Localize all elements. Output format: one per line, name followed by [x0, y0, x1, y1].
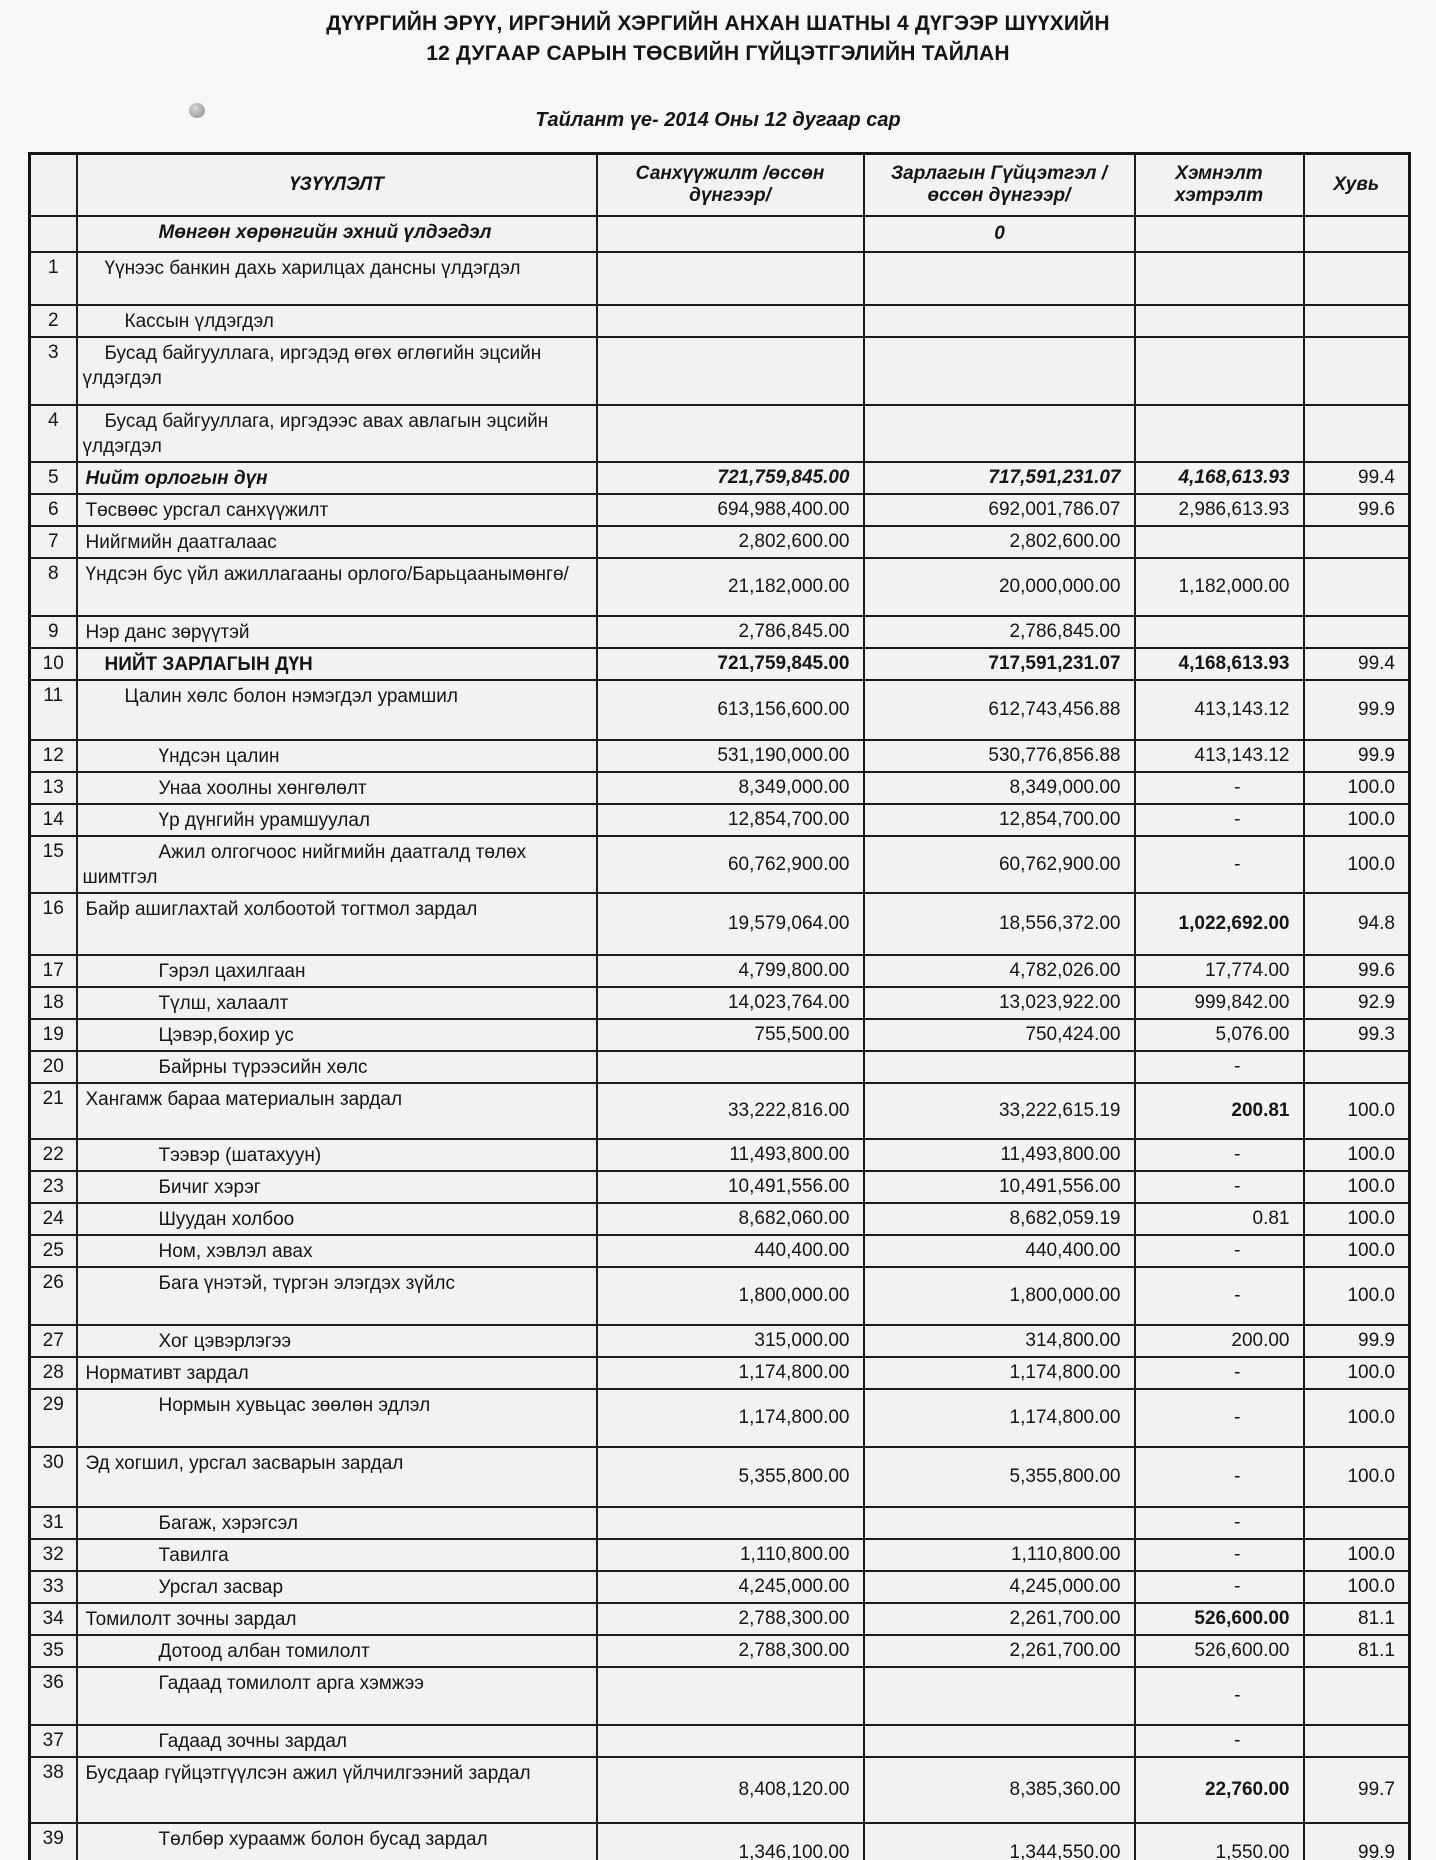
table-row — [30, 1083, 1410, 1139]
row-label: Цалин хөлс болон нэмэгдэл урамшил — [77, 680, 597, 740]
table-row — [30, 955, 1410, 987]
expenditure-value: 0 — [864, 216, 1135, 252]
expenditure-value — [864, 405, 1135, 462]
row-num: 1 — [30, 252, 77, 305]
financing-value: 2,802,600.00 — [597, 526, 864, 558]
financing-value: 1,800,000.00 — [597, 1267, 864, 1325]
row-label: Нийгмийн даатгалаас — [77, 526, 597, 558]
financing-value: 60,762,900.00 — [597, 836, 864, 893]
percent-value: 99.9 — [1304, 1325, 1410, 1357]
financing-value: 4,245,000.00 — [597, 1571, 864, 1603]
financing-value: 8,408,120.00 — [597, 1757, 864, 1823]
saving-value: - — [1135, 1667, 1304, 1725]
table-row — [30, 462, 1410, 494]
saving-value: - — [1135, 1539, 1304, 1571]
percent-value — [1304, 558, 1410, 616]
saving-value: 413,143.12 — [1135, 680, 1304, 740]
row-label: Бусад байгууллага, иргэдээс авах авлагын эцсийн үлдэгдэл — [77, 405, 597, 462]
table-row — [30, 740, 1410, 772]
percent-value: 100.0 — [1304, 1139, 1410, 1171]
table-row — [30, 1389, 1410, 1447]
saving-value: 1,182,000.00 — [1135, 558, 1304, 616]
report-period: Тайлант үе- 2014 Оны 12 дугаар сар — [535, 109, 901, 131]
expenditure-value: 13,023,922.00 — [864, 987, 1135, 1019]
percent-value — [1304, 405, 1410, 462]
percent-value: 99.6 — [1304, 494, 1410, 526]
percent-value — [1304, 616, 1410, 648]
saving-value: - — [1135, 1357, 1304, 1389]
expenditure-value: 11,493,800.00 — [864, 1139, 1135, 1171]
percent-value: 81.1 — [1304, 1635, 1410, 1667]
expenditure-value — [864, 1051, 1135, 1083]
percent-value: 99.7 — [1304, 1757, 1410, 1823]
row-label: Үүнээс банкин дахь харилцах дансны үлдэгдэл — [77, 252, 597, 305]
expenditure-value: 60,762,900.00 — [864, 836, 1135, 893]
financing-value: 531,190,000.00 — [597, 740, 864, 772]
percent-value — [1304, 1725, 1410, 1757]
financing-value: 8,349,000.00 — [597, 772, 864, 804]
percent-value: 99.9 — [1304, 740, 1410, 772]
row-num: 12 — [30, 740, 77, 772]
table-row — [30, 1603, 1410, 1635]
row-num: 15 — [30, 836, 77, 893]
row-label: Төлбөр хураамж болон бусад зардал — [77, 1823, 597, 1860]
row-num: 8 — [30, 558, 77, 616]
row-label: Багаж, хэрэгсэл — [77, 1507, 597, 1539]
row-num: 23 — [30, 1171, 77, 1203]
row-label: Гадаад зочны зардал — [77, 1725, 597, 1757]
saving-value: 0.81 — [1135, 1203, 1304, 1235]
financing-value: 1,346,100.00 — [597, 1823, 864, 1860]
table-row — [30, 1571, 1410, 1603]
row-num: 3 — [30, 337, 77, 405]
row-num: 33 — [30, 1571, 77, 1603]
saving-value: 2,986,613.93 — [1135, 494, 1304, 526]
expenditure-value: 2,261,700.00 — [864, 1635, 1135, 1667]
col-header-expenditure: Зарлагын Гүйцэтгэл /өссөн дүнгээр/ — [864, 154, 1135, 217]
expenditure-value — [864, 252, 1135, 305]
percent-value: 100.0 — [1304, 1267, 1410, 1325]
saving-value — [1135, 526, 1304, 558]
col-header-financing: Санхүүжилт /өссөн дүнгээр/ — [597, 154, 864, 217]
row-num: 14 — [30, 804, 77, 836]
expenditure-value: 1,174,800.00 — [864, 1357, 1135, 1389]
row-num: 26 — [30, 1267, 77, 1325]
table-row — [30, 893, 1410, 955]
row-num: 32 — [30, 1539, 77, 1571]
table-row — [30, 1823, 1410, 1860]
saving-value: 22,760.00 — [1135, 1757, 1304, 1823]
financing-value — [597, 337, 864, 405]
financing-value: 694,988,400.00 — [597, 494, 864, 526]
expenditure-value: 4,245,000.00 — [864, 1571, 1135, 1603]
row-label: Гэрэл цахилгаан — [77, 955, 597, 987]
row-label: Байр ашиглахтай холбоотой тогтмол зардал — [77, 893, 597, 955]
col-header-num — [30, 154, 77, 217]
row-label: Гадаад томилолт арга хэмжээ — [77, 1667, 597, 1725]
saving-value: - — [1135, 1171, 1304, 1203]
saving-value: 526,600.00 — [1135, 1635, 1304, 1667]
saving-value: 5,076.00 — [1135, 1019, 1304, 1051]
row-label: Байрны түрээсийн хөлс — [77, 1051, 597, 1083]
expenditure-value: 1,174,800.00 — [864, 1389, 1135, 1447]
row-num: 13 — [30, 772, 77, 804]
row-num: 39 — [30, 1823, 77, 1860]
saving-value: 413,143.12 — [1135, 740, 1304, 772]
row-label: Бага үнэтэй, түргэн элэгдэх зүйлс — [77, 1267, 597, 1325]
expenditure-value: 4,782,026.00 — [864, 955, 1135, 987]
percent-value: 99.4 — [1304, 462, 1410, 494]
financing-value: 721,759,845.00 — [597, 648, 864, 680]
percent-value: 100.0 — [1304, 1447, 1410, 1507]
expenditure-value — [864, 1667, 1135, 1725]
expenditure-value: 612,743,456.88 — [864, 680, 1135, 740]
row-label: Тээвэр (шатахуун) — [77, 1139, 597, 1171]
percent-value — [1304, 1507, 1410, 1539]
saving-value: 4,168,613.93 — [1135, 462, 1304, 494]
percent-value: 100.0 — [1304, 1235, 1410, 1267]
expenditure-value: 440,400.00 — [864, 1235, 1135, 1267]
financing-value: 11,493,800.00 — [597, 1139, 864, 1171]
row-num: 9 — [30, 616, 77, 648]
expenditure-value: 12,854,700.00 — [864, 804, 1135, 836]
table-row — [30, 216, 1410, 252]
saving-value: - — [1135, 1139, 1304, 1171]
financing-value — [597, 1667, 864, 1725]
row-label: Мөнгөн хөрөнгийн эхний үлдэгдэл — [77, 216, 597, 252]
percent-value — [1304, 337, 1410, 405]
expenditure-value — [864, 305, 1135, 337]
table-row — [30, 648, 1410, 680]
table-row — [30, 1667, 1410, 1725]
expenditure-value: 8,385,360.00 — [864, 1757, 1135, 1823]
row-label: Эд хогшил, урсгал засварын зардал — [77, 1447, 597, 1507]
row-label: Шуудан холбоо — [77, 1203, 597, 1235]
expenditure-value: 20,000,000.00 — [864, 558, 1135, 616]
saving-value — [1135, 337, 1304, 405]
expenditure-value: 692,001,786.07 — [864, 494, 1135, 526]
financing-value: 19,579,064.00 — [597, 893, 864, 955]
table-row — [30, 1539, 1410, 1571]
table-row — [30, 1267, 1410, 1325]
punch-hole — [189, 103, 205, 118]
row-label: Хангамж бараа материалын зардал — [77, 1083, 597, 1139]
budget-table — [28, 152, 1411, 1860]
expenditure-value — [864, 337, 1135, 405]
percent-value — [1304, 1051, 1410, 1083]
expenditure-value: 2,802,600.00 — [864, 526, 1135, 558]
saving-value — [1135, 305, 1304, 337]
table-row — [30, 1051, 1410, 1083]
expenditure-value: 8,682,059.19 — [864, 1203, 1135, 1235]
expenditure-value — [864, 1725, 1135, 1757]
expenditure-value: 8,349,000.00 — [864, 772, 1135, 804]
financing-value: 440,400.00 — [597, 1235, 864, 1267]
row-num: 24 — [30, 1203, 77, 1235]
row-num: 21 — [30, 1083, 77, 1139]
row-num: 10 — [30, 648, 77, 680]
col-header-percent: Хувь — [1304, 154, 1410, 217]
row-label: Хог цэвэрлэгээ — [77, 1325, 597, 1357]
expenditure-value: 530,776,856.88 — [864, 740, 1135, 772]
row-label: Унаа хоолны хөнгөлөлт — [77, 772, 597, 804]
row-num: 34 — [30, 1603, 77, 1635]
row-num: 30 — [30, 1447, 77, 1507]
percent-value — [1304, 252, 1410, 305]
saving-value: - — [1135, 1267, 1304, 1325]
saving-value: - — [1135, 1447, 1304, 1507]
expenditure-value: 10,491,556.00 — [864, 1171, 1135, 1203]
percent-value: 100.0 — [1304, 836, 1410, 893]
saving-value: 17,774.00 — [1135, 955, 1304, 987]
table-row — [30, 405, 1410, 462]
row-label: Цэвэр,бохир ус — [77, 1019, 597, 1051]
col-header-indicator: ҮЗҮҮЛЭЛТ — [77, 154, 597, 217]
expenditure-value: 33,222,615.19 — [864, 1083, 1135, 1139]
row-label: Үр дүнгийн урамшуулал — [77, 804, 597, 836]
document-title-line1: ДҮҮРГИЙН ЭРҮҮ, ИРГЭНИЙ ХЭРГИЙН АНХАН ШАТНЫ 4 ДҮГЭЭР ШҮҮХИЙН — [326, 12, 1110, 35]
table-row — [30, 1725, 1410, 1757]
row-num: 16 — [30, 893, 77, 955]
row-label: Бусдаар гүйцэтгүүлсэн ажил үйлчилгээний зардал — [77, 1757, 597, 1823]
saving-value: - — [1135, 1507, 1304, 1539]
saving-value: 200.00 — [1135, 1325, 1304, 1357]
row-num — [30, 216, 77, 252]
row-label: Үндсэн цалин — [77, 740, 597, 772]
table-row — [30, 1139, 1410, 1171]
saving-value: 1,550.00 — [1135, 1823, 1304, 1860]
financing-value: 21,182,000.00 — [597, 558, 864, 616]
saving-value — [1135, 216, 1304, 252]
percent-value: 92.9 — [1304, 987, 1410, 1019]
row-label: Нийт орлогын дүн — [77, 462, 597, 494]
expenditure-value: 18,556,372.00 — [864, 893, 1135, 955]
saving-value — [1135, 405, 1304, 462]
percent-value: 100.0 — [1304, 1571, 1410, 1603]
percent-value: 94.8 — [1304, 893, 1410, 955]
percent-value — [1304, 216, 1410, 252]
table-row — [30, 772, 1410, 804]
table-row — [30, 1757, 1410, 1823]
row-num: 19 — [30, 1019, 77, 1051]
financing-value — [597, 216, 864, 252]
saving-value: - — [1135, 1235, 1304, 1267]
row-label: Нэр данс зөрүүтэй — [77, 616, 597, 648]
table-row — [30, 494, 1410, 526]
financing-value: 1,110,800.00 — [597, 1539, 864, 1571]
row-num: 38 — [30, 1757, 77, 1823]
row-label: НИЙТ ЗАРЛАГЫН ДҮН — [77, 648, 597, 680]
row-num: 37 — [30, 1725, 77, 1757]
percent-value: 100.0 — [1304, 772, 1410, 804]
row-label: Кассын үлдэгдэл — [77, 305, 597, 337]
table-row — [30, 1507, 1410, 1539]
table-row — [30, 1203, 1410, 1235]
expenditure-value: 1,800,000.00 — [864, 1267, 1135, 1325]
percent-value — [1304, 526, 1410, 558]
financing-value — [597, 405, 864, 462]
row-label: Нормын хувьцас зөөлөн эдлэл — [77, 1389, 597, 1447]
financing-value: 721,759,845.00 — [597, 462, 864, 494]
expenditure-value: 2,261,700.00 — [864, 1603, 1135, 1635]
financing-value — [597, 305, 864, 337]
row-num: 4 — [30, 405, 77, 462]
financing-value: 755,500.00 — [597, 1019, 864, 1051]
financing-value: 2,788,300.00 — [597, 1603, 864, 1635]
row-label: Ажил олгогчоос нийгмийн даатгалд төлөх шимтгэл — [77, 836, 597, 893]
financing-value: 4,799,800.00 — [597, 955, 864, 987]
financing-value: 613,156,600.00 — [597, 680, 864, 740]
row-num: 29 — [30, 1389, 77, 1447]
percent-value: 100.0 — [1304, 1357, 1410, 1389]
table-row — [30, 616, 1410, 648]
saving-value: 999,842.00 — [1135, 987, 1304, 1019]
document-title-line2: 12 ДУГААР САРЫН ТӨСВИЙН ГҮЙЦЭТГЭЛИЙН ТАЙЛАН — [426, 42, 1010, 65]
row-label: Ном, хэвлэл авах — [77, 1235, 597, 1267]
saving-value: 4,168,613.93 — [1135, 648, 1304, 680]
financing-value — [597, 1051, 864, 1083]
expenditure-value: 717,591,231.07 — [864, 462, 1135, 494]
row-num: 22 — [30, 1139, 77, 1171]
table-row — [30, 526, 1410, 558]
header-row — [30, 154, 1410, 217]
row-num: 20 — [30, 1051, 77, 1083]
percent-value: 99.4 — [1304, 648, 1410, 680]
table-row — [30, 252, 1410, 305]
saving-value — [1135, 252, 1304, 305]
percent-value: 100.0 — [1304, 804, 1410, 836]
table-row — [30, 337, 1410, 405]
financing-value: 2,788,300.00 — [597, 1635, 864, 1667]
table-row — [30, 1357, 1410, 1389]
financing-value: 5,355,800.00 — [597, 1447, 864, 1507]
table-row — [30, 305, 1410, 337]
row-num: 31 — [30, 1507, 77, 1539]
expenditure-value: 5,355,800.00 — [864, 1447, 1135, 1507]
table-row — [30, 1447, 1410, 1507]
financing-value: 1,174,800.00 — [597, 1389, 864, 1447]
saving-value: - — [1135, 1051, 1304, 1083]
saving-value: 200.81 — [1135, 1083, 1304, 1139]
table-row — [30, 1635, 1410, 1667]
saving-value: - — [1135, 836, 1304, 893]
table-row — [30, 1325, 1410, 1357]
percent-value — [1304, 305, 1410, 337]
row-num: 2 — [30, 305, 77, 337]
financing-value: 1,174,800.00 — [597, 1357, 864, 1389]
financing-value: 2,786,845.00 — [597, 616, 864, 648]
saving-value: - — [1135, 804, 1304, 836]
row-num: 36 — [30, 1667, 77, 1725]
row-num: 17 — [30, 955, 77, 987]
percent-value — [1304, 1667, 1410, 1725]
row-num: 6 — [30, 494, 77, 526]
row-label: Нормативт зардал — [77, 1357, 597, 1389]
saving-value: - — [1135, 772, 1304, 804]
row-label: Үндсэн бус үйл ажиллагааны орлого/Барьцаанымөнгө/ — [77, 558, 597, 616]
expenditure-value — [864, 1507, 1135, 1539]
row-label: Тавилга — [77, 1539, 597, 1571]
financing-value — [597, 1725, 864, 1757]
expenditure-value: 1,344,550.00 — [864, 1823, 1135, 1860]
table-row — [30, 987, 1410, 1019]
row-label: Бусад байгууллага, иргэдэд өгөх өглөгийн эцсийн үлдэгдэл — [77, 337, 597, 405]
row-num: 18 — [30, 987, 77, 1019]
percent-value: 100.0 — [1304, 1203, 1410, 1235]
percent-value: 99.3 — [1304, 1019, 1410, 1051]
financing-value: 14,023,764.00 — [597, 987, 864, 1019]
table-row — [30, 804, 1410, 836]
row-label: Урсгал засвар — [77, 1571, 597, 1603]
row-label: Томилолт зочны зардал — [77, 1603, 597, 1635]
table-row — [30, 836, 1410, 893]
saving-value: - — [1135, 1571, 1304, 1603]
percent-value: 99.9 — [1304, 680, 1410, 740]
financing-value: 10,491,556.00 — [597, 1171, 864, 1203]
row-label: Бичиг хэрэг — [77, 1171, 597, 1203]
row-label: Дотоод албан томилолт — [77, 1635, 597, 1667]
saving-value: 526,600.00 — [1135, 1603, 1304, 1635]
col-header-saving: Хэмнэлт хэтрэлт — [1135, 154, 1304, 217]
row-num: 28 — [30, 1357, 77, 1389]
financing-value — [597, 252, 864, 305]
saving-value: - — [1135, 1725, 1304, 1757]
expenditure-value: 2,786,845.00 — [864, 616, 1135, 648]
financing-value: 33,222,816.00 — [597, 1083, 864, 1139]
saving-value — [1135, 616, 1304, 648]
row-num: 7 — [30, 526, 77, 558]
saving-value: 1,022,692.00 — [1135, 893, 1304, 955]
expenditure-value: 314,800.00 — [864, 1325, 1135, 1357]
row-num: 25 — [30, 1235, 77, 1267]
table-row — [30, 680, 1410, 740]
saving-value: - — [1135, 1389, 1304, 1447]
financing-value: 12,854,700.00 — [597, 804, 864, 836]
table-row — [30, 1019, 1410, 1051]
row-label: Түлш, халаалт — [77, 987, 597, 1019]
percent-value: 100.0 — [1304, 1539, 1410, 1571]
table-row — [30, 1171, 1410, 1203]
financing-value: 315,000.00 — [597, 1325, 864, 1357]
expenditure-value: 750,424.00 — [864, 1019, 1135, 1051]
row-num: 35 — [30, 1635, 77, 1667]
percent-value: 99.9 — [1304, 1823, 1410, 1860]
row-num: 27 — [30, 1325, 77, 1357]
row-num: 5 — [30, 462, 77, 494]
financing-value — [597, 1507, 864, 1539]
row-num: 11 — [30, 680, 77, 740]
percent-value: 99.6 — [1304, 955, 1410, 987]
table-row — [30, 558, 1410, 616]
expenditure-value: 1,110,800.00 — [864, 1539, 1135, 1571]
percent-value: 81.1 — [1304, 1603, 1410, 1635]
percent-value: 100.0 — [1304, 1389, 1410, 1447]
percent-value: 100.0 — [1304, 1171, 1410, 1203]
table-row — [30, 1235, 1410, 1267]
row-label: Төсвөөс урсгал санхүүжилт — [77, 494, 597, 526]
percent-value: 100.0 — [1304, 1083, 1410, 1139]
expenditure-value: 717,591,231.07 — [864, 648, 1135, 680]
financing-value: 8,682,060.00 — [597, 1203, 864, 1235]
